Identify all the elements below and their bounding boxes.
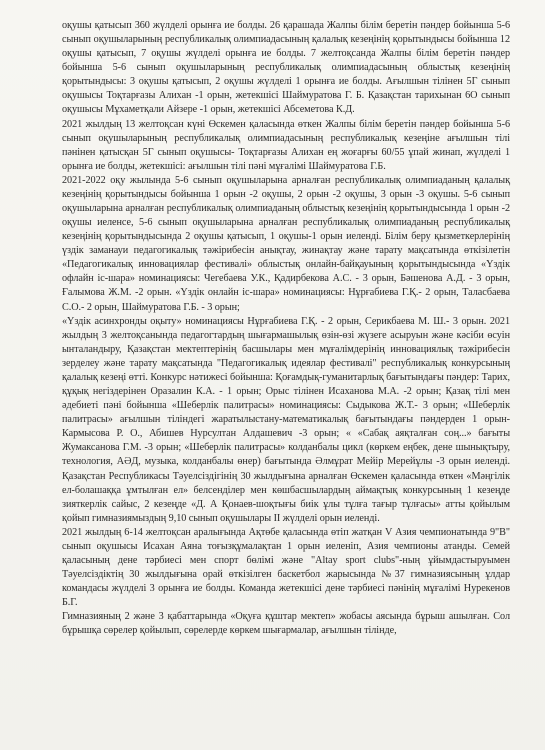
paragraph-5: 2021 жылдың 6-14 желтоқсан аралығында Ақтөбе қаласында өтіп жатқан V Азия чемпионатында 9"В" сынып оқушысы Исахан Аяна тоғызқұмалақтан 1 орын иеленіп, Азия чемпионы атанды. Семей қаласының дене тәрбиесі мен спорт бөлімі және "Altay sport clubs"-ның ұйымдастыруымен Тәуелсіздіктің 30 жылдығына орай өткізілген баскетбол жарысында №37 гимназиясының ұлдар командасы жүлделі 3 орынға ие болды. Команда жетекшісі дене тәрбиесі пәнінің мұғалімі Нурекенов Б.Г. xyxy=(62,526,510,609)
paragraph-2: 2021 жылдың 13 желтоқсан күні Өскемен қаласында өткен Жалпы білім беретін пәндер бойынша 5-6 сынып оқушыларының республикалық олимпиадасының республикалық кезеңіне ағылшын тілі пәнінен қатысқан 5Г сынып оқушысы- Тоқтарғазы Алихан ең жоғарғы 60/55 ұпай жинап, жүлделі 1 орынға ие болды, жетекшісі: ағылшын тілі пәні мұғалімі Шаймуратова Г.Б. xyxy=(62,118,510,172)
paragraph-4: «Үздік асинхронды оқыту» номинациясы Нұрғабиева Г.Қ. - 2 орын, Серикбаева М. Ш.- 3 орын. 2021 жылдың 3 желтоқсанында педагогтардың шығармашылық өзін-өзі жүзеге асыруын және кәсіби өсуін ынталандыру, Қазақстан мектептерінің басшылары мен мұғалімдерінің инновациялық тәжірибесін зерделеу және тарату мақсатында "Педагогикалық идеялар фестивалі" республикалық конкурсының қалалық кезеңі өтті. Конкурс нәтижесі бойынша: Қоғамдық-гуманитарлық бағытындағы пәндер: Тарих, құқық негіздерінен Оразалин К.А. - 1 орын; Орыс тілінен Исаханова М.А. -2 орын; Қазақ тілі мен әдебиеті пәні бойынша «Шеберлік палитрасы» номинациясы: Сыдыкова Ж.Т.- 3 орын; «Шеберлік палитрасы» ағылшын тіліндегі жаратылыстану-математикалық бағытындағы пәндерден 1 орын- Кармысова Р. О., Абишев Нурсултан Алдашевич -3 орын; « «Сабақ аяқталған соң...» бағыты Жумаксанова Г.М. -3 орын; «Шеберлік палитрасы» колданбалы цикл (көркем еңбек, дене шынықтыру, технология, АӘД, музыка, колданбалы өнер) бағытында Әлмұрат Мейір Мерейұлы -3 орын иеленді. Қазақстан Республикасы Тәуелсіздігінің 30 жылдығына арналған Өскемен қаласында өткен «Мәңгілік ел-болашаққа ұмтылған ел» белсенділер мен көшбасшылардың аймақтық конкурсының 1 кезеңде зияткерлік сайыс, 2 кезеңде «Д. А Қонаев-шоқтығы биік ұлы тұлға тағыр тұлғасы» атты қойылым қойып гимназиямыздың 9,10 сынып оқушылары ІІ жүлделі орын иеленді. xyxy=(62,315,510,524)
paragraph-6: Гимназияның 2 және 3 қабаттарында «Оқуға құштар мектеп» жобасы аясында бұрыш ашылған. Сол бұрышқа сөрелер қойылып, сөрелерде көркем шығармалар, ағылшын тілінде, xyxy=(62,611,510,637)
paragraph-1: оқушы қатысып 360 жүлделі орынға ие болды. 26 қарашада Жалпы білім беретін пәндер бойынша 5-6 сынып оқушыларының республикалық олимпиадасының қалалық кезеңінің қорытындысы бойынша 12 оқушы қатысып, 7 оқушы жүлделі орынға ие болды. 7 желтоқсанда Жалпы білім беретін пәндер бойынша 5-6 сынып оқушыларының республикалық олимпиадасының облыстық кезеңінің қорытындысы: 3 оқушы қатысып, 2 оқушы жүлделі 1 орынға ие болды. Ағылшын тілінен 5Г сынып оқушысы Тоқтарғазы Алихан -1 орын, жетекшісі Шаймуратова Г. Б. Қазақстан тарихынан 6О сынып оқушысы Мұхаметқали Айзере -1 орын, жетекшісі Абсеметова К.Д. xyxy=(62,20,510,116)
document-body xyxy=(62,19,510,638)
paragraph-3: 2021-2022 оқу жылында 5-6 сынып оқушыларына арналған республикалық олимпиаданың қалалық кезеңінің қорытындысы бойынша 1 орын -2 оқушы, 2 орын -2 оқушы, 3 орын -3 оқушы. 5-6 сынып оқушыларына арналған республикалық олимпиаданың облыстық кезеңінің қорытындысында 1 орын -2 оқушы иеленсе, 5-6 сынып оқушыларына арналған республикалық олимпиаданың республикалық кезеңінің қорытындысында 2 оқушы қатысып, 1 оқушы-1 орын иеленді. Білім беру қызметкерлерінің үздік заманауи педагогикалық тәжірибесін анықтау, жинақтау және тарату мақсатында өткізілетін «Педагогикалық инновациялар фестивалі» облыстық онлайн-байқауының қорытындысында «Үздік офлайн іс-шара» номинациясы: Чегебаева У.К., Қадирбекова А.С. - 3 орын, Бәшенова А.Д. - 3 орын, Ғалымова Ж.М. -2 орын. «Үздік онлайн іс-шара» номинациясы: Нұрғабиева Г.Қ.- 2 орын, Таласбаева С.О.- 2 орын, Шаймуратова Г.Б. - 3 орын; xyxy=(62,174,510,313)
